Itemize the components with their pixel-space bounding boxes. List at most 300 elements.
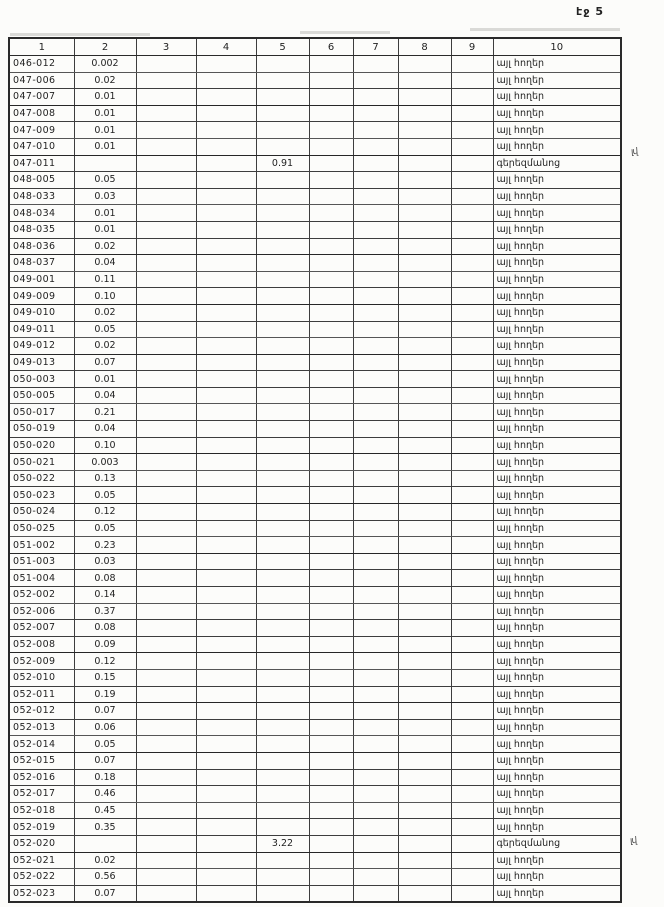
col5-value-cell xyxy=(256,852,309,869)
col5-value-cell xyxy=(256,869,309,886)
empty-cell xyxy=(309,255,353,272)
table-row xyxy=(9,437,621,454)
empty-cell xyxy=(196,56,256,73)
empty-cell xyxy=(353,371,398,388)
empty-cell xyxy=(353,852,398,869)
empty-cell xyxy=(309,122,353,139)
land-type-cell: այլ հողեր xyxy=(493,56,621,73)
table-row xyxy=(9,603,621,620)
area-value-cell: 0.05 xyxy=(74,736,136,753)
parcel-code-cell: 048-037 xyxy=(9,255,74,272)
area-value-cell: 0.06 xyxy=(74,719,136,736)
empty-cell xyxy=(136,587,196,604)
parcel-code-cell: 052-012 xyxy=(9,703,74,720)
empty-cell xyxy=(309,620,353,637)
land-type-cell: գերեզմանոց xyxy=(493,835,621,852)
parcel-code-cell: 048-035 xyxy=(9,221,74,238)
empty-cell xyxy=(451,852,493,869)
area-value-cell: 0.07 xyxy=(74,354,136,371)
table-row xyxy=(9,89,621,106)
area-value-cell: 0.10 xyxy=(74,288,136,305)
parcel-code-cell: 050-019 xyxy=(9,421,74,438)
empty-cell xyxy=(353,421,398,438)
empty-cell xyxy=(353,304,398,321)
table-row xyxy=(9,487,621,504)
column-header: 8 xyxy=(398,38,451,56)
empty-cell xyxy=(196,703,256,720)
empty-cell xyxy=(398,321,451,338)
empty-cell xyxy=(136,736,196,753)
empty-cell xyxy=(353,719,398,736)
empty-cell xyxy=(353,404,398,421)
table-row xyxy=(9,138,621,155)
empty-cell xyxy=(451,802,493,819)
empty-cell xyxy=(451,271,493,288)
table-row xyxy=(9,371,621,388)
table-row xyxy=(9,421,621,438)
land-type-cell: այլ հողեր xyxy=(493,387,621,404)
parcel-code-cell: 052-009 xyxy=(9,653,74,670)
parcel-code-cell: 050-021 xyxy=(9,454,74,471)
empty-cell xyxy=(398,221,451,238)
empty-cell xyxy=(136,238,196,255)
empty-cell xyxy=(309,387,353,404)
col5-value-cell xyxy=(256,802,309,819)
empty-cell xyxy=(353,885,398,902)
empty-cell xyxy=(136,470,196,487)
empty-cell xyxy=(196,686,256,703)
empty-cell xyxy=(196,321,256,338)
land-type-cell: այլ հողեր xyxy=(493,454,621,471)
empty-cell xyxy=(353,255,398,272)
area-value-cell: 0.04 xyxy=(74,387,136,404)
empty-cell xyxy=(309,321,353,338)
empty-cell xyxy=(196,669,256,686)
col5-value-cell xyxy=(256,371,309,388)
table-row xyxy=(9,122,621,139)
empty-cell xyxy=(398,802,451,819)
land-type-cell: այլ հողեր xyxy=(493,620,621,637)
col5-value-cell xyxy=(256,238,309,255)
table-row xyxy=(9,404,621,421)
area-value-cell: 0.45 xyxy=(74,802,136,819)
empty-cell xyxy=(136,421,196,438)
area-value-cell: 0.23 xyxy=(74,537,136,554)
column-header: 2 xyxy=(74,38,136,56)
empty-cell xyxy=(451,520,493,537)
empty-cell xyxy=(398,371,451,388)
col5-value-cell xyxy=(256,504,309,521)
empty-cell xyxy=(353,603,398,620)
empty-cell xyxy=(309,288,353,305)
parcel-code-cell: 050-024 xyxy=(9,504,74,521)
col5-value-cell xyxy=(256,72,309,89)
empty-cell xyxy=(451,537,493,554)
parcel-code-cell: 047-008 xyxy=(9,105,74,122)
area-value-cell: 0.02 xyxy=(74,72,136,89)
area-value-cell: 0.07 xyxy=(74,703,136,720)
empty-cell xyxy=(398,852,451,869)
area-value-cell: 0.02 xyxy=(74,238,136,255)
empty-cell xyxy=(309,271,353,288)
empty-cell xyxy=(309,537,353,554)
empty-cell xyxy=(196,338,256,355)
empty-cell xyxy=(196,869,256,886)
empty-cell xyxy=(451,636,493,653)
col5-value-cell xyxy=(256,421,309,438)
empty-cell xyxy=(309,752,353,769)
land-type-cell: այլ հողեր xyxy=(493,255,621,272)
table-row xyxy=(9,686,621,703)
empty-cell xyxy=(398,72,451,89)
empty-cell xyxy=(398,686,451,703)
empty-cell xyxy=(451,769,493,786)
col5-value-cell xyxy=(256,636,309,653)
table-row xyxy=(9,238,621,255)
col5-value-cell xyxy=(256,354,309,371)
empty-cell xyxy=(309,172,353,189)
empty-cell xyxy=(196,155,256,172)
empty-cell xyxy=(398,769,451,786)
parcel-code-cell: 052-014 xyxy=(9,736,74,753)
empty-cell xyxy=(196,636,256,653)
empty-cell xyxy=(309,155,353,172)
empty-cell xyxy=(196,288,256,305)
empty-cell xyxy=(353,570,398,587)
area-value-cell: 0.07 xyxy=(74,885,136,902)
col5-value-cell xyxy=(256,769,309,786)
empty-cell xyxy=(196,487,256,504)
empty-cell xyxy=(451,138,493,155)
empty-cell xyxy=(398,56,451,73)
col5-value-cell xyxy=(256,570,309,587)
empty-cell xyxy=(353,188,398,205)
table-row xyxy=(9,736,621,753)
empty-cell xyxy=(451,205,493,222)
empty-cell xyxy=(353,354,398,371)
empty-cell xyxy=(398,587,451,604)
empty-cell xyxy=(136,72,196,89)
empty-cell xyxy=(451,371,493,388)
empty-cell xyxy=(398,752,451,769)
empty-cell xyxy=(196,504,256,521)
col5-value-cell xyxy=(256,188,309,205)
empty-cell xyxy=(451,686,493,703)
empty-cell xyxy=(353,869,398,886)
area-value-cell: 0.01 xyxy=(74,371,136,388)
land-type-cell: այլ հողեր xyxy=(493,304,621,321)
empty-cell xyxy=(353,138,398,155)
empty-cell xyxy=(136,387,196,404)
area-value-cell: 0.37 xyxy=(74,603,136,620)
area-value-cell: 0.07 xyxy=(74,752,136,769)
land-type-cell: այլ հողեր xyxy=(493,421,621,438)
col5-value-cell xyxy=(256,885,309,902)
empty-cell xyxy=(353,470,398,487)
table-row xyxy=(9,553,621,570)
empty-cell xyxy=(353,238,398,255)
empty-cell xyxy=(309,437,353,454)
empty-cell xyxy=(451,122,493,139)
col5-value-cell xyxy=(256,752,309,769)
col5-value-cell xyxy=(256,288,309,305)
empty-cell xyxy=(451,885,493,902)
table-row xyxy=(9,172,621,189)
empty-cell xyxy=(309,221,353,238)
empty-cell xyxy=(451,421,493,438)
col5-value-cell xyxy=(256,105,309,122)
col5-value-cell: 3.22 xyxy=(256,835,309,852)
table-row xyxy=(9,570,621,587)
col5-value-cell xyxy=(256,255,309,272)
empty-cell xyxy=(353,89,398,106)
empty-cell xyxy=(309,653,353,670)
table-row xyxy=(9,769,621,786)
land-type-cell: այլ հողեր xyxy=(493,653,621,670)
empty-cell xyxy=(451,188,493,205)
empty-cell xyxy=(353,504,398,521)
empty-cell xyxy=(398,421,451,438)
land-type-cell: այլ հողեր xyxy=(493,570,621,587)
column-header: 7 xyxy=(353,38,398,56)
empty-cell xyxy=(451,72,493,89)
empty-cell xyxy=(196,719,256,736)
empty-cell xyxy=(136,487,196,504)
parcel-code-cell: 047-011 xyxy=(9,155,74,172)
area-value-cell: 0.03 xyxy=(74,553,136,570)
parcel-code-cell: 052-021 xyxy=(9,852,74,869)
land-type-cell: այլ հողեր xyxy=(493,553,621,570)
land-type-cell: այլ հողեր xyxy=(493,869,621,886)
area-value-cell: 0.35 xyxy=(74,819,136,836)
empty-cell xyxy=(398,387,451,404)
table-row xyxy=(9,835,621,852)
empty-cell xyxy=(196,421,256,438)
land-type-cell: այլ հողեր xyxy=(493,288,621,305)
empty-cell xyxy=(398,255,451,272)
empty-cell xyxy=(309,304,353,321)
empty-cell xyxy=(309,819,353,836)
empty-cell xyxy=(309,703,353,720)
empty-cell xyxy=(398,487,451,504)
table-row xyxy=(9,288,621,305)
empty-cell xyxy=(353,205,398,222)
empty-cell xyxy=(353,736,398,753)
empty-cell xyxy=(136,371,196,388)
area-value-cell: 0.11 xyxy=(74,271,136,288)
table-row xyxy=(9,620,621,637)
empty-cell xyxy=(309,354,353,371)
empty-cell xyxy=(309,802,353,819)
empty-cell xyxy=(398,537,451,554)
area-value-cell: 0.01 xyxy=(74,122,136,139)
handwritten-margin-mark: լվ xyxy=(630,146,638,158)
empty-cell xyxy=(196,122,256,139)
empty-cell xyxy=(398,835,451,852)
empty-cell xyxy=(136,786,196,803)
land-type-cell: այլ հողեր xyxy=(493,719,621,736)
parcel-code-cell: 048-034 xyxy=(9,205,74,222)
table-row xyxy=(9,786,621,803)
parcel-code-cell: 048-036 xyxy=(9,238,74,255)
handwritten-margin-mark: լվ xyxy=(629,835,637,847)
empty-cell xyxy=(136,603,196,620)
empty-cell xyxy=(196,553,256,570)
parcel-code-cell: 052-011 xyxy=(9,686,74,703)
col5-value-cell xyxy=(256,553,309,570)
parcel-code-cell: 046-012 xyxy=(9,56,74,73)
column-header: 1 xyxy=(9,38,74,56)
empty-cell xyxy=(196,221,256,238)
empty-cell xyxy=(451,437,493,454)
empty-cell xyxy=(353,819,398,836)
table-row xyxy=(9,504,621,521)
empty-cell xyxy=(451,703,493,720)
table-header-row xyxy=(9,38,621,56)
empty-cell xyxy=(353,72,398,89)
empty-cell xyxy=(196,138,256,155)
col5-value-cell xyxy=(256,819,309,836)
table-row xyxy=(9,719,621,736)
col5-value-cell xyxy=(256,487,309,504)
parcel-code-cell: 051-003 xyxy=(9,553,74,570)
page-number: էջ 5 xyxy=(576,5,604,18)
parcel-code-cell: 051-002 xyxy=(9,537,74,554)
empty-cell xyxy=(309,719,353,736)
empty-cell xyxy=(196,238,256,255)
empty-cell xyxy=(136,89,196,106)
area-value-cell: 0.02 xyxy=(74,304,136,321)
empty-cell xyxy=(451,354,493,371)
empty-cell xyxy=(196,537,256,554)
parcel-code-cell: 052-018 xyxy=(9,802,74,819)
land-type-cell: այլ հողեր xyxy=(493,752,621,769)
empty-cell xyxy=(451,603,493,620)
empty-cell xyxy=(398,703,451,720)
empty-cell xyxy=(451,155,493,172)
parcel-code-cell: 052-023 xyxy=(9,885,74,902)
empty-cell xyxy=(398,470,451,487)
area-value-cell xyxy=(74,835,136,852)
empty-cell xyxy=(196,172,256,189)
col5-value-cell xyxy=(256,620,309,637)
empty-cell xyxy=(353,321,398,338)
area-value-cell: 0.05 xyxy=(74,321,136,338)
empty-cell xyxy=(353,105,398,122)
empty-cell xyxy=(196,470,256,487)
empty-cell xyxy=(398,669,451,686)
empty-cell xyxy=(309,669,353,686)
empty-cell xyxy=(309,238,353,255)
empty-cell xyxy=(451,338,493,355)
empty-cell xyxy=(398,570,451,587)
empty-cell xyxy=(309,686,353,703)
empty-cell xyxy=(196,404,256,421)
area-value-cell: 0.01 xyxy=(74,105,136,122)
parcel-code-cell: 049-001 xyxy=(9,271,74,288)
empty-cell xyxy=(196,188,256,205)
land-type-cell: այլ հողեր xyxy=(493,138,621,155)
table-row xyxy=(9,669,621,686)
col5-value-cell xyxy=(256,321,309,338)
empty-cell xyxy=(353,338,398,355)
empty-cell xyxy=(136,221,196,238)
col5-value-cell xyxy=(256,786,309,803)
land-type-cell: այլ հողեր xyxy=(493,786,621,803)
area-value-cell: 0.003 xyxy=(74,454,136,471)
empty-cell xyxy=(451,719,493,736)
land-type-cell: այլ հողեր xyxy=(493,205,621,222)
empty-cell xyxy=(451,221,493,238)
empty-cell xyxy=(451,553,493,570)
area-value-cell: 0.01 xyxy=(74,89,136,106)
empty-cell xyxy=(136,620,196,637)
empty-cell xyxy=(136,802,196,819)
empty-cell xyxy=(398,304,451,321)
empty-cell xyxy=(136,172,196,189)
empty-cell xyxy=(353,172,398,189)
empty-cell xyxy=(353,487,398,504)
table-row xyxy=(9,885,621,902)
empty-cell xyxy=(451,587,493,604)
empty-cell xyxy=(136,669,196,686)
table-row xyxy=(9,520,621,537)
land-type-cell: այլ հողեր xyxy=(493,603,621,620)
table-row xyxy=(9,869,621,886)
empty-cell xyxy=(136,437,196,454)
empty-cell xyxy=(398,819,451,836)
empty-cell xyxy=(451,620,493,637)
parcel-code-cell: 050-005 xyxy=(9,387,74,404)
empty-cell xyxy=(451,288,493,305)
table-row xyxy=(9,454,621,471)
land-type-cell: այլ հողեր xyxy=(493,736,621,753)
col5-value-cell xyxy=(256,454,309,471)
empty-cell xyxy=(451,819,493,836)
empty-cell xyxy=(136,404,196,421)
land-type-cell: այլ հողեր xyxy=(493,852,621,869)
parcel-code-cell: 049-010 xyxy=(9,304,74,321)
land-type-cell: այլ հողեր xyxy=(493,769,621,786)
empty-cell xyxy=(353,437,398,454)
empty-cell xyxy=(451,669,493,686)
land-type-cell: այլ հողեր xyxy=(493,321,621,338)
table-row xyxy=(9,221,621,238)
col5-value-cell xyxy=(256,603,309,620)
empty-cell xyxy=(398,288,451,305)
empty-cell xyxy=(309,89,353,106)
empty-cell xyxy=(353,520,398,537)
empty-cell xyxy=(398,653,451,670)
parcel-code-cell: 047-007 xyxy=(9,89,74,106)
empty-cell xyxy=(398,636,451,653)
parcel-code-cell: 052-007 xyxy=(9,620,74,637)
land-type-cell: այլ հողեր xyxy=(493,537,621,554)
empty-cell xyxy=(398,736,451,753)
empty-cell xyxy=(136,504,196,521)
empty-cell xyxy=(398,172,451,189)
empty-cell xyxy=(309,188,353,205)
empty-cell xyxy=(309,736,353,753)
table-row xyxy=(9,852,621,869)
empty-cell xyxy=(136,354,196,371)
col5-value-cell xyxy=(256,669,309,686)
land-type-cell: այլ հողեր xyxy=(493,271,621,288)
empty-cell xyxy=(451,736,493,753)
empty-cell xyxy=(136,852,196,869)
empty-cell xyxy=(398,404,451,421)
empty-cell xyxy=(196,304,256,321)
